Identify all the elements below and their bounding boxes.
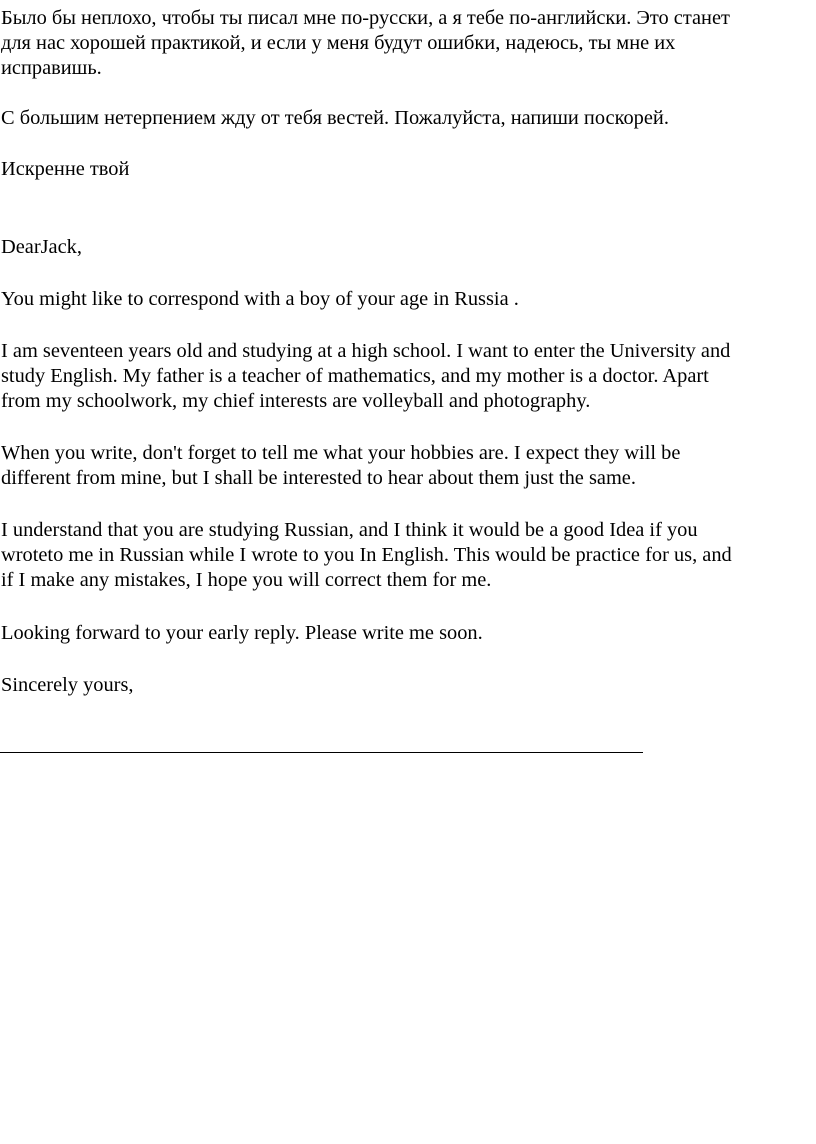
english-closing — [1, 673, 813, 698]
english-greeting — [1, 235, 813, 260]
text-line: Было бы неплохо, чтобы ты писал мне по-русски, а я тебе по-английски. Это станет — [1, 7, 730, 29]
text-line: from my schoolwork, my chief interests are volleyball and photography. — [1, 390, 591, 412]
text-line: Sincerely yours, — [1, 674, 134, 696]
text-line: исправишь. — [1, 57, 102, 79]
english-paragraph-4 — [1, 518, 813, 593]
text-line: study English. My father is a teacher of mathematics, and my mother is a doctor. Apart — [1, 365, 709, 387]
text-line: You might like to correspond with a boy of your age in Russia . — [1, 288, 519, 310]
russian-closing — [1, 157, 813, 182]
text-line: I understand that you are studying Russian, and I think it would be a good Idea if you — [1, 519, 698, 541]
text-line: if I make any mistakes, I hope you will correct them for me. — [1, 569, 492, 591]
russian-paragraph-1 — [1, 6, 813, 81]
english-paragraph-2 — [1, 339, 813, 414]
text-line: When you write, don't forget to tell me what your hobbies are. I expect they will be — [1, 442, 681, 464]
text-line: DearJack, — [1, 236, 82, 258]
text-line: для нас хорошей практикой, и если у меня будут ошибки, надеюсь, ты мне их — [1, 32, 676, 54]
signature-line — [0, 752, 643, 753]
text-line: wroteto me in Russian while I wrote to you In English. This would be practice for us, and — [1, 544, 732, 566]
text-line: I am seventeen years old and studying at a high school. I want to enter the University and — [1, 340, 731, 362]
text-line: Искренне твой — [1, 158, 130, 180]
text-line: Looking forward to your early reply. Please write me soon. — [1, 622, 483, 644]
english-paragraph-1 — [1, 287, 813, 312]
english-paragraph-3 — [1, 441, 813, 491]
russian-paragraph-2 — [1, 106, 813, 131]
english-paragraph-5 — [1, 621, 813, 646]
text-line: different from mine, but I shall be interested to hear about them just the same. — [1, 467, 636, 489]
text-line: С большим нетерпением жду от тебя вестей. Пожалуйста, напиши поскорей. — [1, 107, 669, 129]
